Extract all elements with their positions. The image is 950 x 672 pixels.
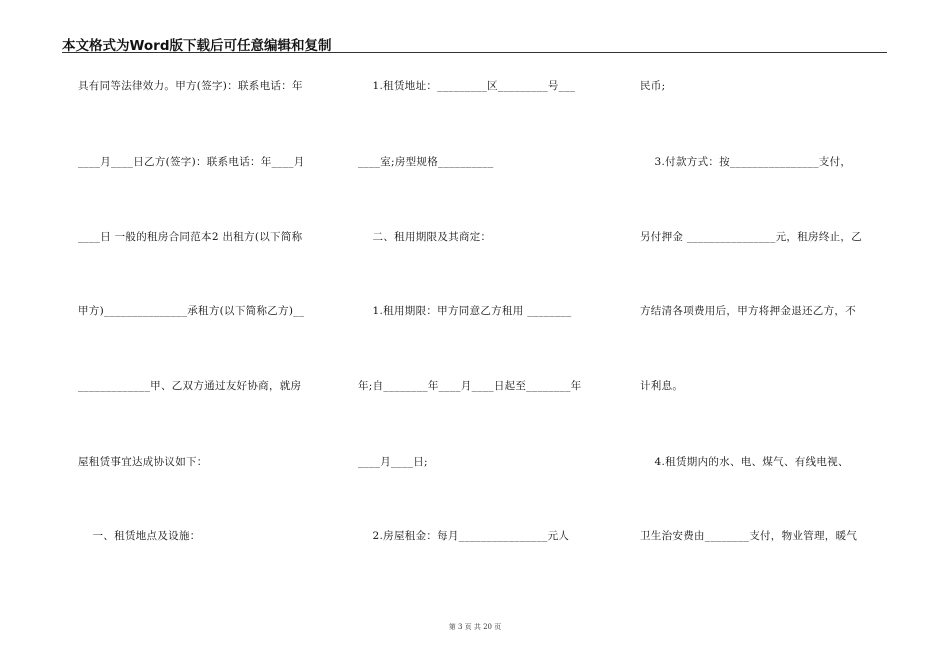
text-line: 一、租赁地点及设施： [78,530,201,542]
text-column-3 [640,0,890,610]
text-line: ____日 一般的租房合同范本2 出租方(以下简称 [78,231,303,243]
text-line: 3.付款方式：按________________支付， [640,156,852,168]
text-line: 1.租用期限：甲方同意乙方租用 ________ [358,305,572,317]
page-header-title: 本文格式为Word版下载后可任意编辑和复制 [62,38,332,54]
text-line: _____________甲、乙双方通过友好协商，就房 [78,380,302,392]
text-column-2 [358,0,608,610]
text-line: 另付押金 ________________元，租房终止，乙 [640,231,863,243]
text-column-1 [78,0,328,610]
text-line: 4.租赁期内的水、电、煤气、有线电视、 [640,456,849,468]
text-line: ____月____日; [358,456,428,468]
text-line: 甲方)_______________承租方(以下简称乙方)__ [78,305,305,317]
page-number: 第 3 页 共 20 页 [448,623,502,631]
text-line: 卫生治安费由________支付，物业管理，暖气 [640,530,858,542]
text-line: 二、租用期限及其商定： [358,231,492,243]
text-line: 2.房屋租金：每月________________元人 [358,530,570,542]
text-line: 计利息。 [640,380,684,392]
text-line: 年;自________年____月____日起至________年 [358,380,582,392]
text-line: ____室;房型规格__________ [358,156,494,168]
text-line: 具有同等法律效力。甲方(签字)：联系电话：年 [78,80,303,92]
text-line: 民币; [640,80,666,92]
text-line: 屋租赁事宜达成协议如下： [78,456,208,468]
text-line: 方结清各项费用后，甲方将押金退还乙方，不 [640,305,856,317]
text-line: 1.租赁地址：_________区_________号___ [358,80,576,92]
text-line: ____月____日乙方(签字)：联系电话：年____月 [78,156,305,168]
